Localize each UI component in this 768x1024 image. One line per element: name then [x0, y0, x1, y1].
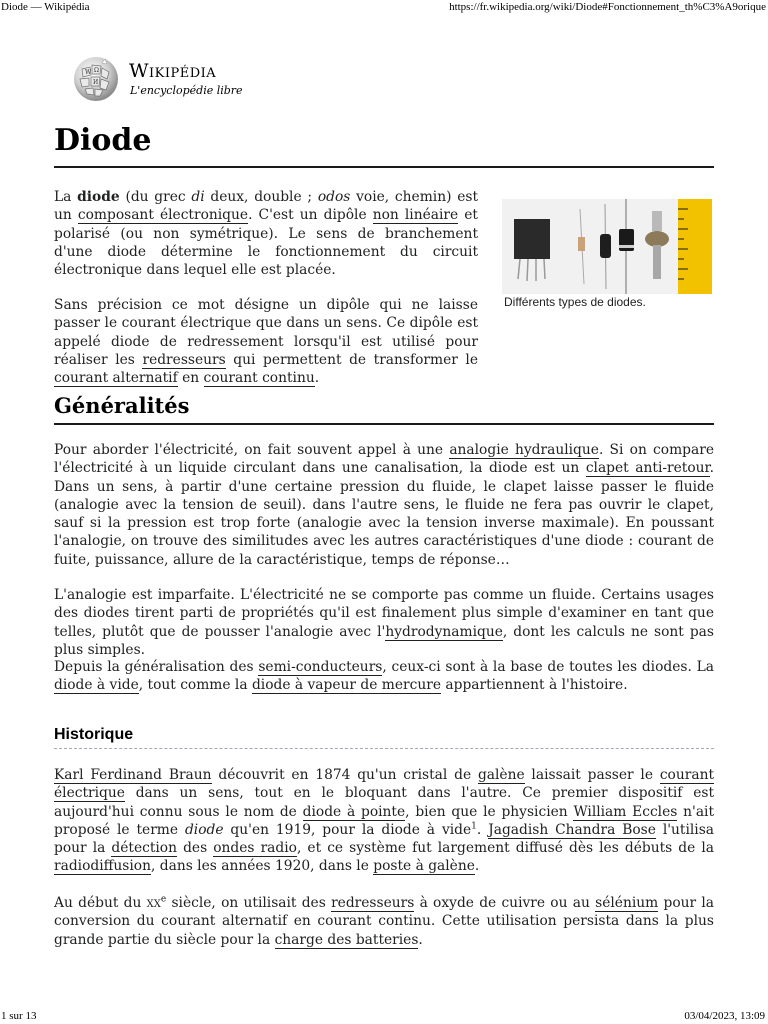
text-run: voie, chemin) est un [54, 189, 479, 224]
page-title: Diode [54, 123, 152, 158]
heading-generalites: Généralités [54, 393, 190, 418]
text-run: Sans précision ce mot désigne un dipôle qui ne laisse passer le courant électrique que dans un sens. Ce dipôle est appelé diode de redressement lorsqu'il est utilisé pour réaliser les [54, 297, 478, 368]
text-run: xx [146, 895, 161, 911]
figure-caption: Différents types de diodes. [504, 295, 646, 309]
text-run: L'analogie est imparfaite. L'électricité ne se comporte pas comme un fluide. Certains usages des diodes tirent parti de propriétés qu'il est finalement plus simple d'examiner en tant que telles, plutôt que de pousser l'analogie avec l' [54, 587, 714, 640]
article-link[interactable]: poste à galène [373, 858, 475, 875]
text-run: . [314, 370, 320, 387]
text-run: Depuis la généralisation des [54, 659, 259, 675]
article-link[interactable]: courant alternatif [54, 370, 178, 387]
title-divider [54, 166, 714, 168]
print-footer-page: 1 sur 13 [1, 1010, 37, 1022]
text-run: n'ait proposé le terme [54, 803, 714, 838]
generalites-paragraph-3 [54, 658, 714, 695]
text-run: appartiennent à l'histoire. [441, 677, 628, 694]
logo-tagline: L'encyclopédie libre [130, 84, 243, 97]
text-run: dans un sens, tout en le bloquant dans l'autre. Ce premier dispositif est aujourd'hui connu sous le nom de [54, 785, 714, 820]
svg-text:И: И [93, 79, 99, 86]
article-link[interactable]: semi-conducteurs [258, 659, 383, 675]
text-run: siècle, on utilisait des [166, 895, 332, 911]
text-run: et polarisé (ou non symétrique). Le sens de branchement d'une diode détermine le fonctionnement du circuit électronique dans lequel elle est placée. [54, 207, 478, 279]
superscript: e [160, 894, 167, 905]
generalites-paragraph-2 [54, 586, 714, 659]
text-run: , tout comme la [138, 677, 252, 694]
text-run: pour la conversion du courant alternatif en courant continu. Cette utilisation persista dans la plus grande partie du siècle pour la [54, 895, 715, 948]
text-run: découvrit en 1874 qu'un cristal de [211, 767, 478, 783]
text-run: deux, double ; [204, 189, 318, 205]
article-link[interactable]: Jagadish Chandra Bose [488, 821, 656, 838]
article-link[interactable]: courant électrique [54, 767, 714, 802]
article-link[interactable]: radiodiffusion [54, 858, 151, 875]
wikipedia-logo[interactable] [72, 55, 272, 105]
text-run: . Dans un sens, à partir d'une certaine pression du fluide, le clapet laisse passer le fluide (analogie avec la tension de seuil). dans l'autre sens, le fluide ne fera pas ouvrir le clapet, sauf si la pression est trop forte (analogie avec la tension inverse maximale). En poussant l'analogie, on trouve des similitudes avec les autres caractéristiques d'une diode : courant de fuite, puissance, allure de la caractéristique, temps de réponse… [54, 460, 714, 568]
text-run: Au début du [54, 895, 147, 911]
text-run: La [54, 189, 78, 205]
text-run: Pour aborder l'électricité, on fait souvent appel à une [54, 442, 450, 458]
print-header-title: Diode — Wikipédia [1, 1, 90, 13]
text-run: , et ce système fut largement diffusé dès les débuts de la [296, 840, 714, 857]
text-run: en [177, 370, 204, 387]
text-run: . C'est un dipôle [248, 207, 373, 224]
text-run: l'utilisa pour la [54, 821, 715, 857]
text-run: des [177, 840, 214, 857]
intro-paragraph-1 [54, 188, 478, 279]
article-link[interactable]: courant continu [203, 370, 315, 387]
generalites-paragraph-1 [54, 441, 714, 569]
article-link[interactable]: Karl Ferdinand Braun [54, 767, 212, 783]
text-run: laissait passer le [524, 767, 660, 783]
article-link[interactable]: diode à pointe [302, 803, 406, 820]
print-footer-datetime: 03/04/2023, 13:09 [684, 1010, 765, 1022]
article-link[interactable]: ondes radio [213, 840, 297, 857]
article-link[interactable]: hydrodynamique [385, 623, 503, 640]
article-link[interactable]: sélénium [595, 895, 659, 911]
heading-historique: Historique [54, 726, 134, 743]
print-header [0, 1, 768, 17]
article-link[interactable]: diode à vide [54, 677, 139, 694]
italic-term: odos [317, 189, 351, 205]
article-link[interactable]: redresseurs [331, 895, 415, 911]
text-run: . [418, 931, 423, 948]
historique-paragraph-1 [54, 766, 714, 876]
section-divider [54, 423, 714, 425]
print-footer [0, 1010, 768, 1024]
article-link[interactable]: charge des batteries [274, 931, 419, 948]
diodes-figure[interactable] [502, 199, 712, 309]
intro-paragraph-2 [54, 296, 478, 387]
article-link[interactable]: composant électronique [77, 207, 249, 224]
print-header-url: https://fr.wikipedia.org/wiki/Diode#Fonctionnement_th%C3%A9orique [449, 1, 766, 13]
subsection-divider [54, 748, 714, 749]
article-link[interactable]: analogie hydraulique [449, 442, 599, 458]
article-link[interactable]: diode à vapeur de mercure [251, 677, 441, 694]
superscript: 1 [471, 821, 477, 832]
article-link[interactable]: William Eccles [573, 803, 678, 820]
article-link[interactable]: détection [111, 840, 177, 857]
logo-wordmark: Wikipédia [129, 60, 217, 82]
text-run: , dont les calculs ne sont pas plus simples. [54, 623, 714, 658]
article-link[interactable]: redresseurs [142, 351, 226, 368]
wikipedia-globe-icon [72, 55, 120, 103]
diodes-photo [502, 199, 712, 294]
text-run: qui permettent de transformer le [225, 351, 478, 368]
svg-text:Ω: Ω [94, 67, 99, 74]
text-run: . Si on compare l'électricité à un liquide circulant dans une canalisation, la diode est un [54, 442, 714, 477]
italic-term: di [191, 189, 205, 205]
italic-term: diode [184, 821, 224, 838]
svg-text:W: W [85, 69, 92, 76]
text-run: à oxyde de cuivre ou au [414, 895, 596, 911]
text-run: , bien que le physicien [405, 803, 574, 820]
text-run: qu'en 1919, pour la diode à vide [223, 821, 472, 838]
bold-term: diode [77, 189, 120, 205]
text-run: . [474, 858, 480, 875]
text-run: (du grec [119, 189, 192, 205]
text-run: . [476, 821, 489, 838]
article-link[interactable]: galène [477, 767, 525, 783]
text-run: , ceux-ci sont à la base de toutes les diodes. La [382, 659, 714, 675]
article-link[interactable]: non linéaire [372, 207, 459, 224]
historique-paragraph-2 [54, 894, 714, 949]
article-link[interactable]: clapet anti-retour [585, 460, 710, 477]
text-run: , dans les années 1920, dans le [151, 858, 374, 875]
